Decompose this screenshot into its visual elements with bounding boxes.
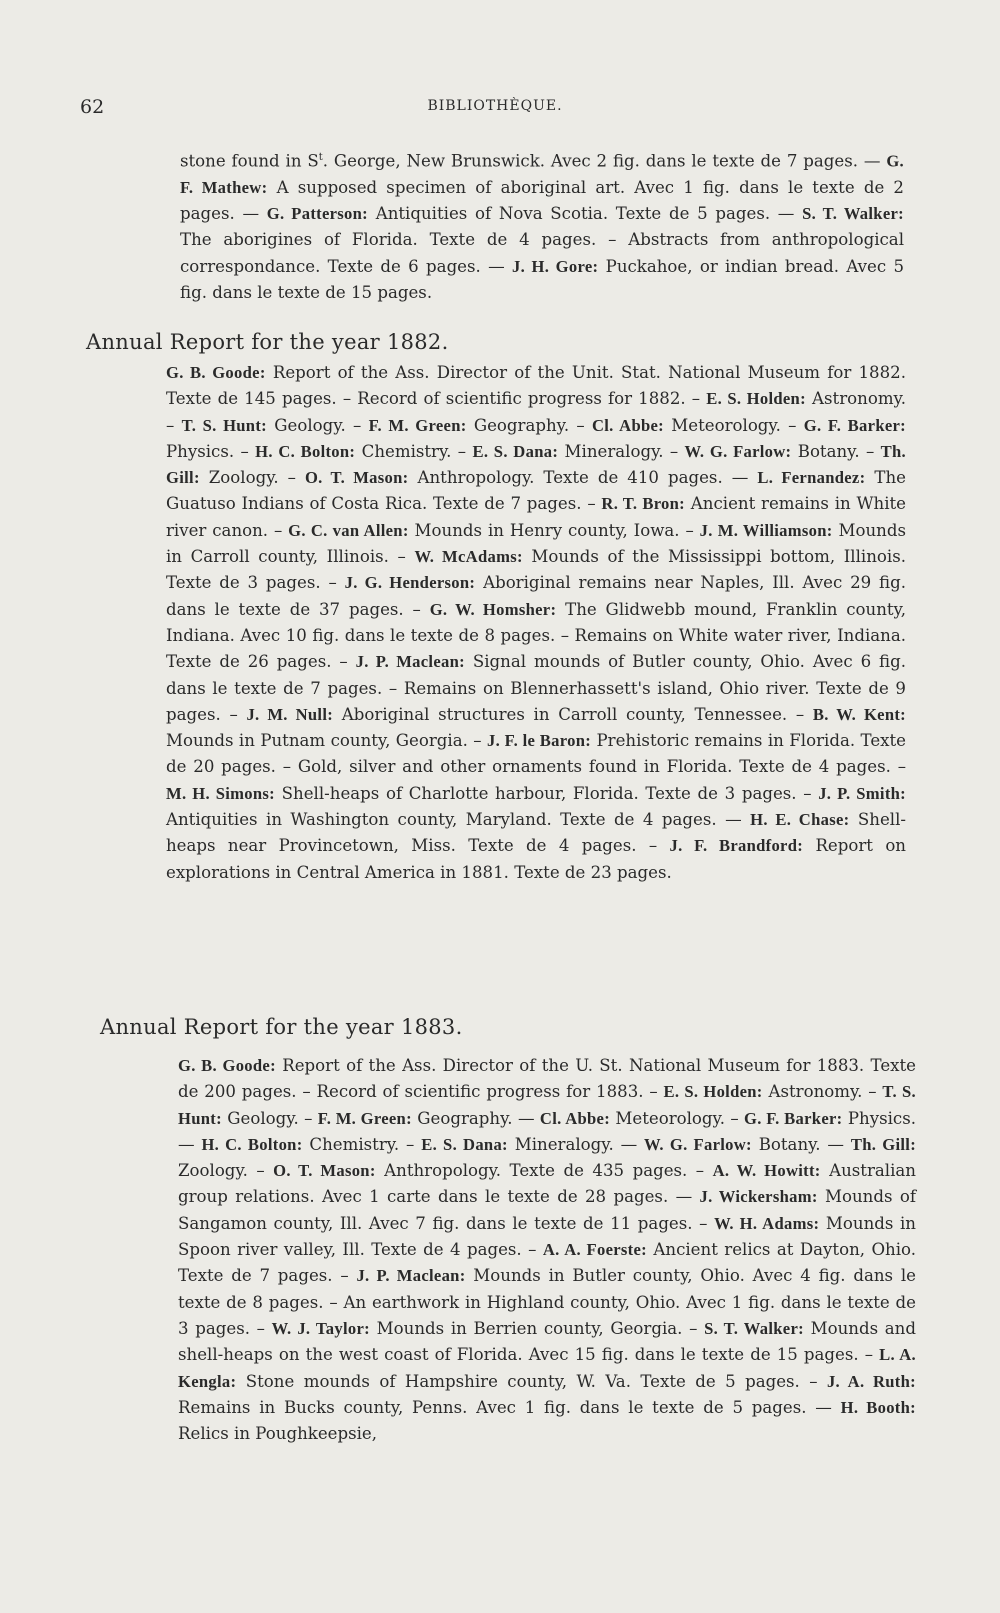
text-run: Mounds in Spoon river valley, Ill. Texte de 4 pages. – (178, 1213, 916, 1260)
text-run: Mounds in Berrien county, Georgia. – (369, 1318, 705, 1338)
text-run: Puckahoe, or indian bread. Avec 5 fig. dans le texte de 15 pages. (180, 256, 904, 303)
text-run: Meteorology. – (610, 1108, 745, 1128)
author-name: G. C. van Allen: (288, 520, 409, 540)
text-run: Antiquities in Washington county, Maryland. Texte de 4 pages. — (166, 810, 751, 830)
text-run: Physics. — (178, 1108, 916, 1154)
section-1882-text (166, 360, 906, 886)
text-run: Report on explorations in Central America in 1881. Texte de 23 pages. (166, 836, 906, 882)
section-heading-1882: Annual Report for the year 1882. (86, 330, 449, 354)
author-name: T. S. Hunt: (181, 415, 267, 435)
page-number: 62 (80, 96, 105, 118)
author-name: J. G. Henderson: (344, 573, 476, 593)
text-run: Mounds in Henry county, Iowa. – (408, 520, 700, 540)
author-name: G. B. Goode: (166, 363, 266, 382)
text-run: Physics. – (166, 441, 256, 461)
author-name: Th. Gill: (166, 441, 907, 488)
author-name: Cl. Abbe: (539, 1108, 611, 1128)
text-run: Aboriginal structures in Carroll county, Tennessee. – (333, 704, 813, 724)
text-run: Zoology. – (199, 468, 305, 488)
author-name: O. T. Mason: (273, 1161, 376, 1181)
section-heading-1883: Annual Report for the year 1883. (100, 1015, 463, 1039)
author-name: H. C. Bolton: (255, 441, 356, 461)
author-name: E. S. Dana: (472, 441, 559, 461)
author-name: B. W. Kent: (812, 704, 906, 724)
text-run: Geography. – (466, 415, 592, 435)
text-run: . George, New Brunswick. Avec 2 fig. dans le texte de 7 pages. — (322, 151, 887, 171)
author-name: R. T. Bron: (601, 494, 686, 514)
text-run: Anthropology. Texte de 410 pages. — (408, 468, 758, 488)
author-name: Cl. Abbe: (591, 415, 665, 435)
text-run: The aborigines of Florida. Texte de 4 pages. – Abstracts from anthropological correspondance. Texte de 6 pages. — (180, 230, 904, 276)
author-name: L. Fernandez: (757, 468, 866, 488)
section-1883-text (178, 1053, 916, 1447)
author-name: A. A. Foerste: (542, 1240, 647, 1260)
text-run: Signal mounds of Butler county, Ohio. Avec 6 fig. dans le texte de 7 pages. – Remains on Blennerhassett's island, Ohio river. Texte de 9 pages. – (166, 652, 907, 724)
author-name: G. B. Goode: (178, 1056, 276, 1075)
text-run: The Guatuso Indians of Costa Rica. Texte de 7 pages. – (166, 468, 906, 514)
author-name: W. G. Farlow: (644, 1134, 752, 1154)
author-name: J. M. Williamson: (699, 520, 833, 540)
text-run: Mounds in Butler county, Ohio. Avec 4 fig. dans le texte de 8 pages. – An earthwork in Highland county, Ohio. Avec 1 fig. dans le texte de 3 pages. – (178, 1266, 916, 1338)
text-run: Meteorology. – (664, 415, 804, 435)
author-name: W. G. Farlow: (684, 441, 792, 461)
author-name: H. Booth: (840, 1397, 916, 1417)
text-run: Mounds of Sangamon county, Ill. Avec 7 fig. dans le texte de 11 pages. – (178, 1187, 916, 1233)
text-run: Aboriginal remains near Naples, Ill. Avec 29 fig. dans le texte de 37 pages. – (166, 573, 906, 619)
intro-text (180, 145, 904, 306)
author-name: E. S. Dana: (421, 1134, 508, 1154)
author-name: M. H. Simons: (166, 783, 275, 803)
author-name: E. S. Holden: (706, 389, 806, 409)
text-run: stone found in S (180, 151, 319, 171)
author-name: G. F. Mathew: (180, 151, 904, 197)
author-name: W. J. Taylor: (271, 1318, 370, 1338)
author-name: W. McAdams: (414, 547, 523, 567)
author-name: J. P. Smith: (818, 783, 906, 803)
page-header (80, 96, 910, 128)
author-name: S. T. Walker: (704, 1318, 804, 1338)
author-name: J. F. le Baron: (487, 731, 592, 751)
text-run: Mounds in Carroll county, Illinois. – (166, 520, 906, 567)
author-name: G. W. Homsher: (429, 599, 557, 619)
text-run: Mounds in Putnam county, Georgia. – (166, 731, 488, 751)
text-run: Geology. – (221, 1108, 318, 1128)
text-run: Zoology. – (178, 1161, 274, 1181)
author-name: L. A. Kengla: (178, 1345, 916, 1391)
text-run: Astronomy. – (166, 389, 906, 435)
author-name: F. M. Green: (317, 1108, 412, 1128)
text-run: Mounds of the Mississippi bottom, Illinois. Texte de 3 pages. – (166, 547, 906, 593)
author-name: O. T. Mason: (304, 468, 409, 488)
text-run: Astronomy. – (762, 1082, 883, 1102)
text-run: Report of the Ass. Director of the Unit. Stat. National Museum for 1882. Texte de 145 pages. – Record of scientific progress for 1882. – (166, 363, 906, 409)
text-run: Mounds and shell-heaps on the west coast of Florida. Avec 15 fig. dans le texte de 15 pages. – (178, 1318, 916, 1365)
text-run: Relics in Poughkeepsie, (178, 1424, 377, 1444)
author-name: H. E. Chase: (750, 810, 850, 830)
author-name: W. H. Adams: (714, 1213, 820, 1233)
author-name: G. F. Barker: (803, 415, 907, 435)
text-run: Prehistoric remains in Florida. Texte de 20 pages. – Gold, silver and other ornaments found in Florida. Texte de 4 pages. – (166, 731, 906, 777)
author-name: G. F. Barker: (744, 1108, 843, 1128)
text-run: Ancient relics at Dayton, Ohio. Texte de 7 pages. – (178, 1240, 917, 1286)
author-name: Th. Gill: (850, 1134, 917, 1154)
intro-paragraph (180, 145, 904, 306)
text-run: Report of the Ass. Director of the U. St. National Museum for 1883. Texte de 200 pages. – Record of scientific progress for 1883. – (178, 1056, 916, 1102)
text-run: Chemistry. – (355, 441, 473, 461)
author-name: S. T. Walker: (802, 204, 904, 224)
superscript: t (318, 152, 323, 163)
text-run: Chemistry. – (302, 1134, 422, 1154)
text-run: Australian group relations. Avec 1 carte dans le texte de 28 pages. — (178, 1161, 916, 1207)
author-name: A. W. Howitt: (712, 1161, 821, 1181)
author-name: F. M. Green: (368, 415, 467, 435)
text-run: Stone mounds of Hampshire county, W. Va. Texte de 5 pages. – (236, 1371, 827, 1391)
text-run: Mineralogy. – (558, 441, 685, 461)
author-name: T. S. Hunt: (178, 1082, 917, 1128)
text-run: Anthropology. Texte de 435 pages. – (375, 1161, 713, 1181)
author-name: J. M. Null: (246, 704, 334, 724)
author-name: G. Patterson: (266, 204, 369, 224)
text-run: Mineralogy. — (507, 1134, 645, 1154)
author-name: J. A. Ruth: (826, 1371, 916, 1391)
text-run: Remains in Bucks county, Penns. Avec 1 fig. dans le texte de 5 pages. — (178, 1397, 841, 1417)
section-1882-body (166, 360, 906, 886)
text-run: Shell-heaps near Provincetown, Miss. Texte de 4 pages. – (166, 810, 906, 856)
text-run: Botany. — (751, 1134, 851, 1154)
author-name: J. F. Brandford: (669, 836, 804, 856)
author-name: J. Wickersham: (699, 1187, 818, 1207)
section-1883-body (178, 1053, 916, 1447)
running-head: BIBLIOTHÈQUE. (427, 98, 563, 114)
author-name: H. C. Bolton: (201, 1134, 303, 1154)
author-name: E. S. Holden: (663, 1082, 763, 1102)
author-name: J. P. Maclean: (356, 1266, 466, 1286)
text-run: Shell-heaps of Charlotte harbour, Florida. Texte de 3 pages. – (275, 783, 819, 803)
text-run: A supposed specimen of aboriginal art. Avec 1 fig. dans le texte de 2 pages. — (180, 177, 904, 224)
text-run: Geology. – (267, 415, 369, 435)
text-run: Antiquities of Nova Scotia. Texte de 5 pages. — (368, 204, 803, 224)
text-run: The Glidwebb mound, Franklin county, Indiana. Avec 10 fig. dans le texte de 8 pages. – Remains on White water river, Indiana. Texte de 26 pages. – (166, 599, 907, 672)
author-name: J. H. Gore: (512, 256, 599, 276)
text-run: Botany. – (791, 441, 881, 461)
author-name: J. P. Maclean: (355, 652, 465, 672)
text-run: Geography. — (411, 1108, 540, 1128)
text-run: Ancient remains in White river canon. – (166, 494, 906, 540)
